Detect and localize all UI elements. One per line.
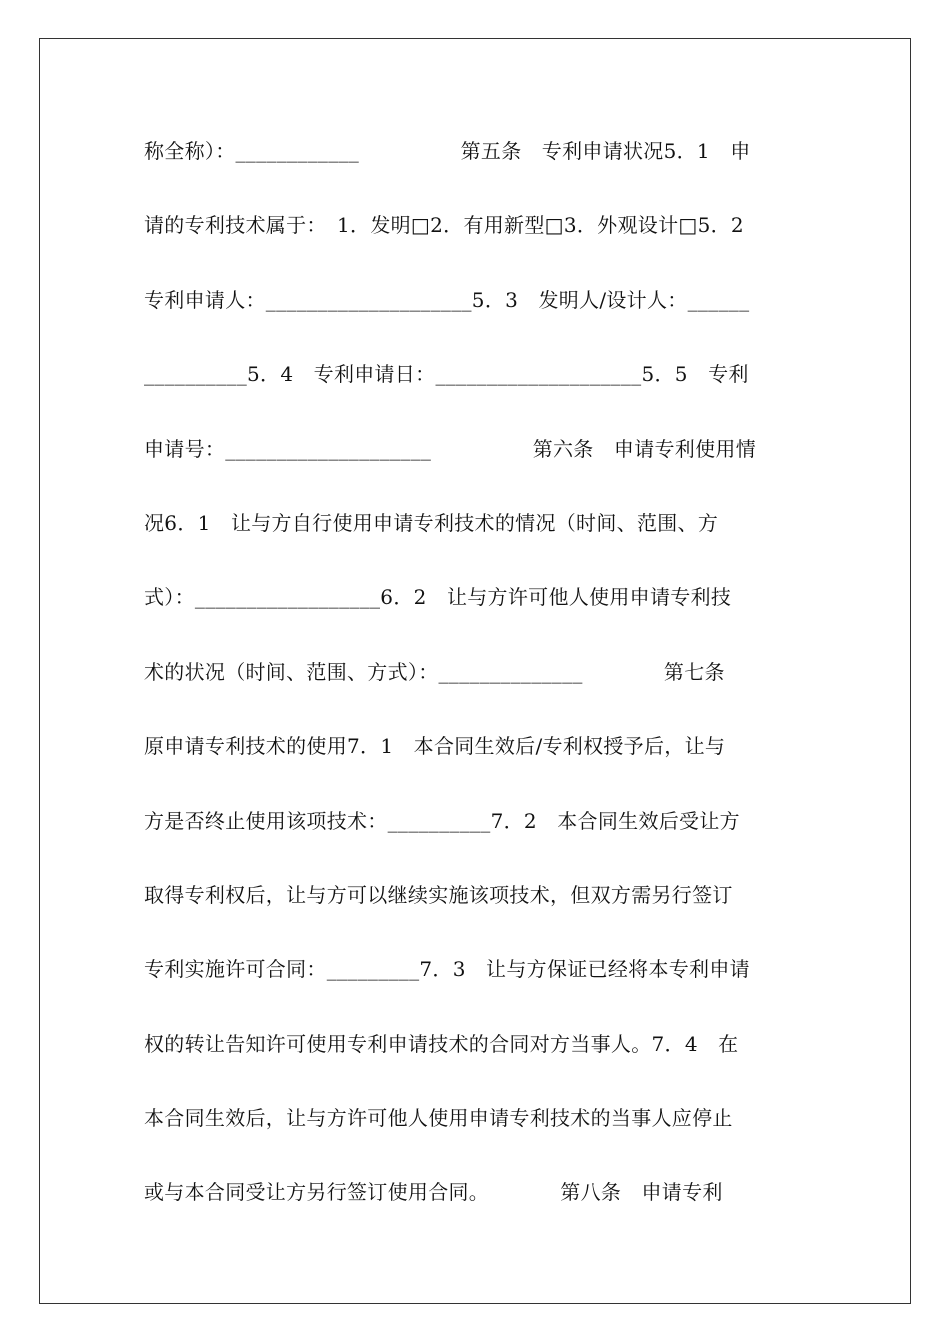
text-line-content: 或与本合同受让方另行签订使用合同。 第八条 申请专利 — [144, 1180, 723, 1205]
text-line — [144, 500, 824, 574]
text-line — [144, 128, 824, 202]
text-line-content: 原申请专利技术的使用7．1 本合同生效后/专利权授予后，让与 — [144, 734, 726, 759]
text-line — [144, 202, 824, 276]
text-line — [144, 1169, 824, 1243]
text-line — [144, 1021, 824, 1095]
text-line-content: 请的专利技术属于： 1．发明□2．有用新型□3．外观设计□5．2 — [144, 213, 744, 238]
text-line — [144, 351, 824, 425]
document-body — [144, 128, 824, 1244]
text-line-content: 申请号：____________________ 第六条 申请专利使用情 — [144, 436, 756, 461]
text-line-content: 权的转让告知许可使用专利申请技术的合同对方当事人。7．4 在 — [144, 1031, 739, 1056]
text-line-content: 取得专利权后，让与方可以继续实施该项技术，但双方需另行签订 — [144, 882, 733, 907]
text-line-content: 式）：__________________6．2 让与方许可他人使用申请专利技 — [144, 585, 732, 610]
text-line — [144, 649, 824, 723]
text-line-content: 况6．1 让与方自行使用申请专利技术的情况（时间、范围、方 — [144, 510, 719, 535]
text-line — [144, 426, 824, 500]
text-line-content: __________5．4 专利申请日：____________________5．5 专利 — [144, 362, 749, 387]
text-line — [144, 1095, 824, 1169]
text-line-content: 术的状况（时间、范围、方式）：______________ 第七条 — [144, 659, 725, 684]
text-line-content: 专利申请人：____________________5．3 发明人/设计人：______ — [144, 287, 750, 312]
text-line — [144, 723, 824, 797]
text-line — [144, 798, 824, 872]
text-line — [144, 277, 824, 351]
text-line-content: 专利实施许可合同：_________7．3 让与方保证已经将本专利申请 — [144, 957, 750, 982]
text-line — [144, 574, 824, 648]
text-line-content: 方是否终止使用该项技术：__________7．2 本合同生效后受让方 — [144, 808, 740, 833]
text-line — [144, 946, 824, 1020]
text-line — [144, 872, 824, 946]
text-line-content: 称全称）：____________ 第五条 专利申请状况5．1 申 — [144, 139, 751, 163]
text-line-content: 本合同生效后，让与方许可他人使用申请专利技术的当事人应停止 — [144, 1106, 733, 1131]
